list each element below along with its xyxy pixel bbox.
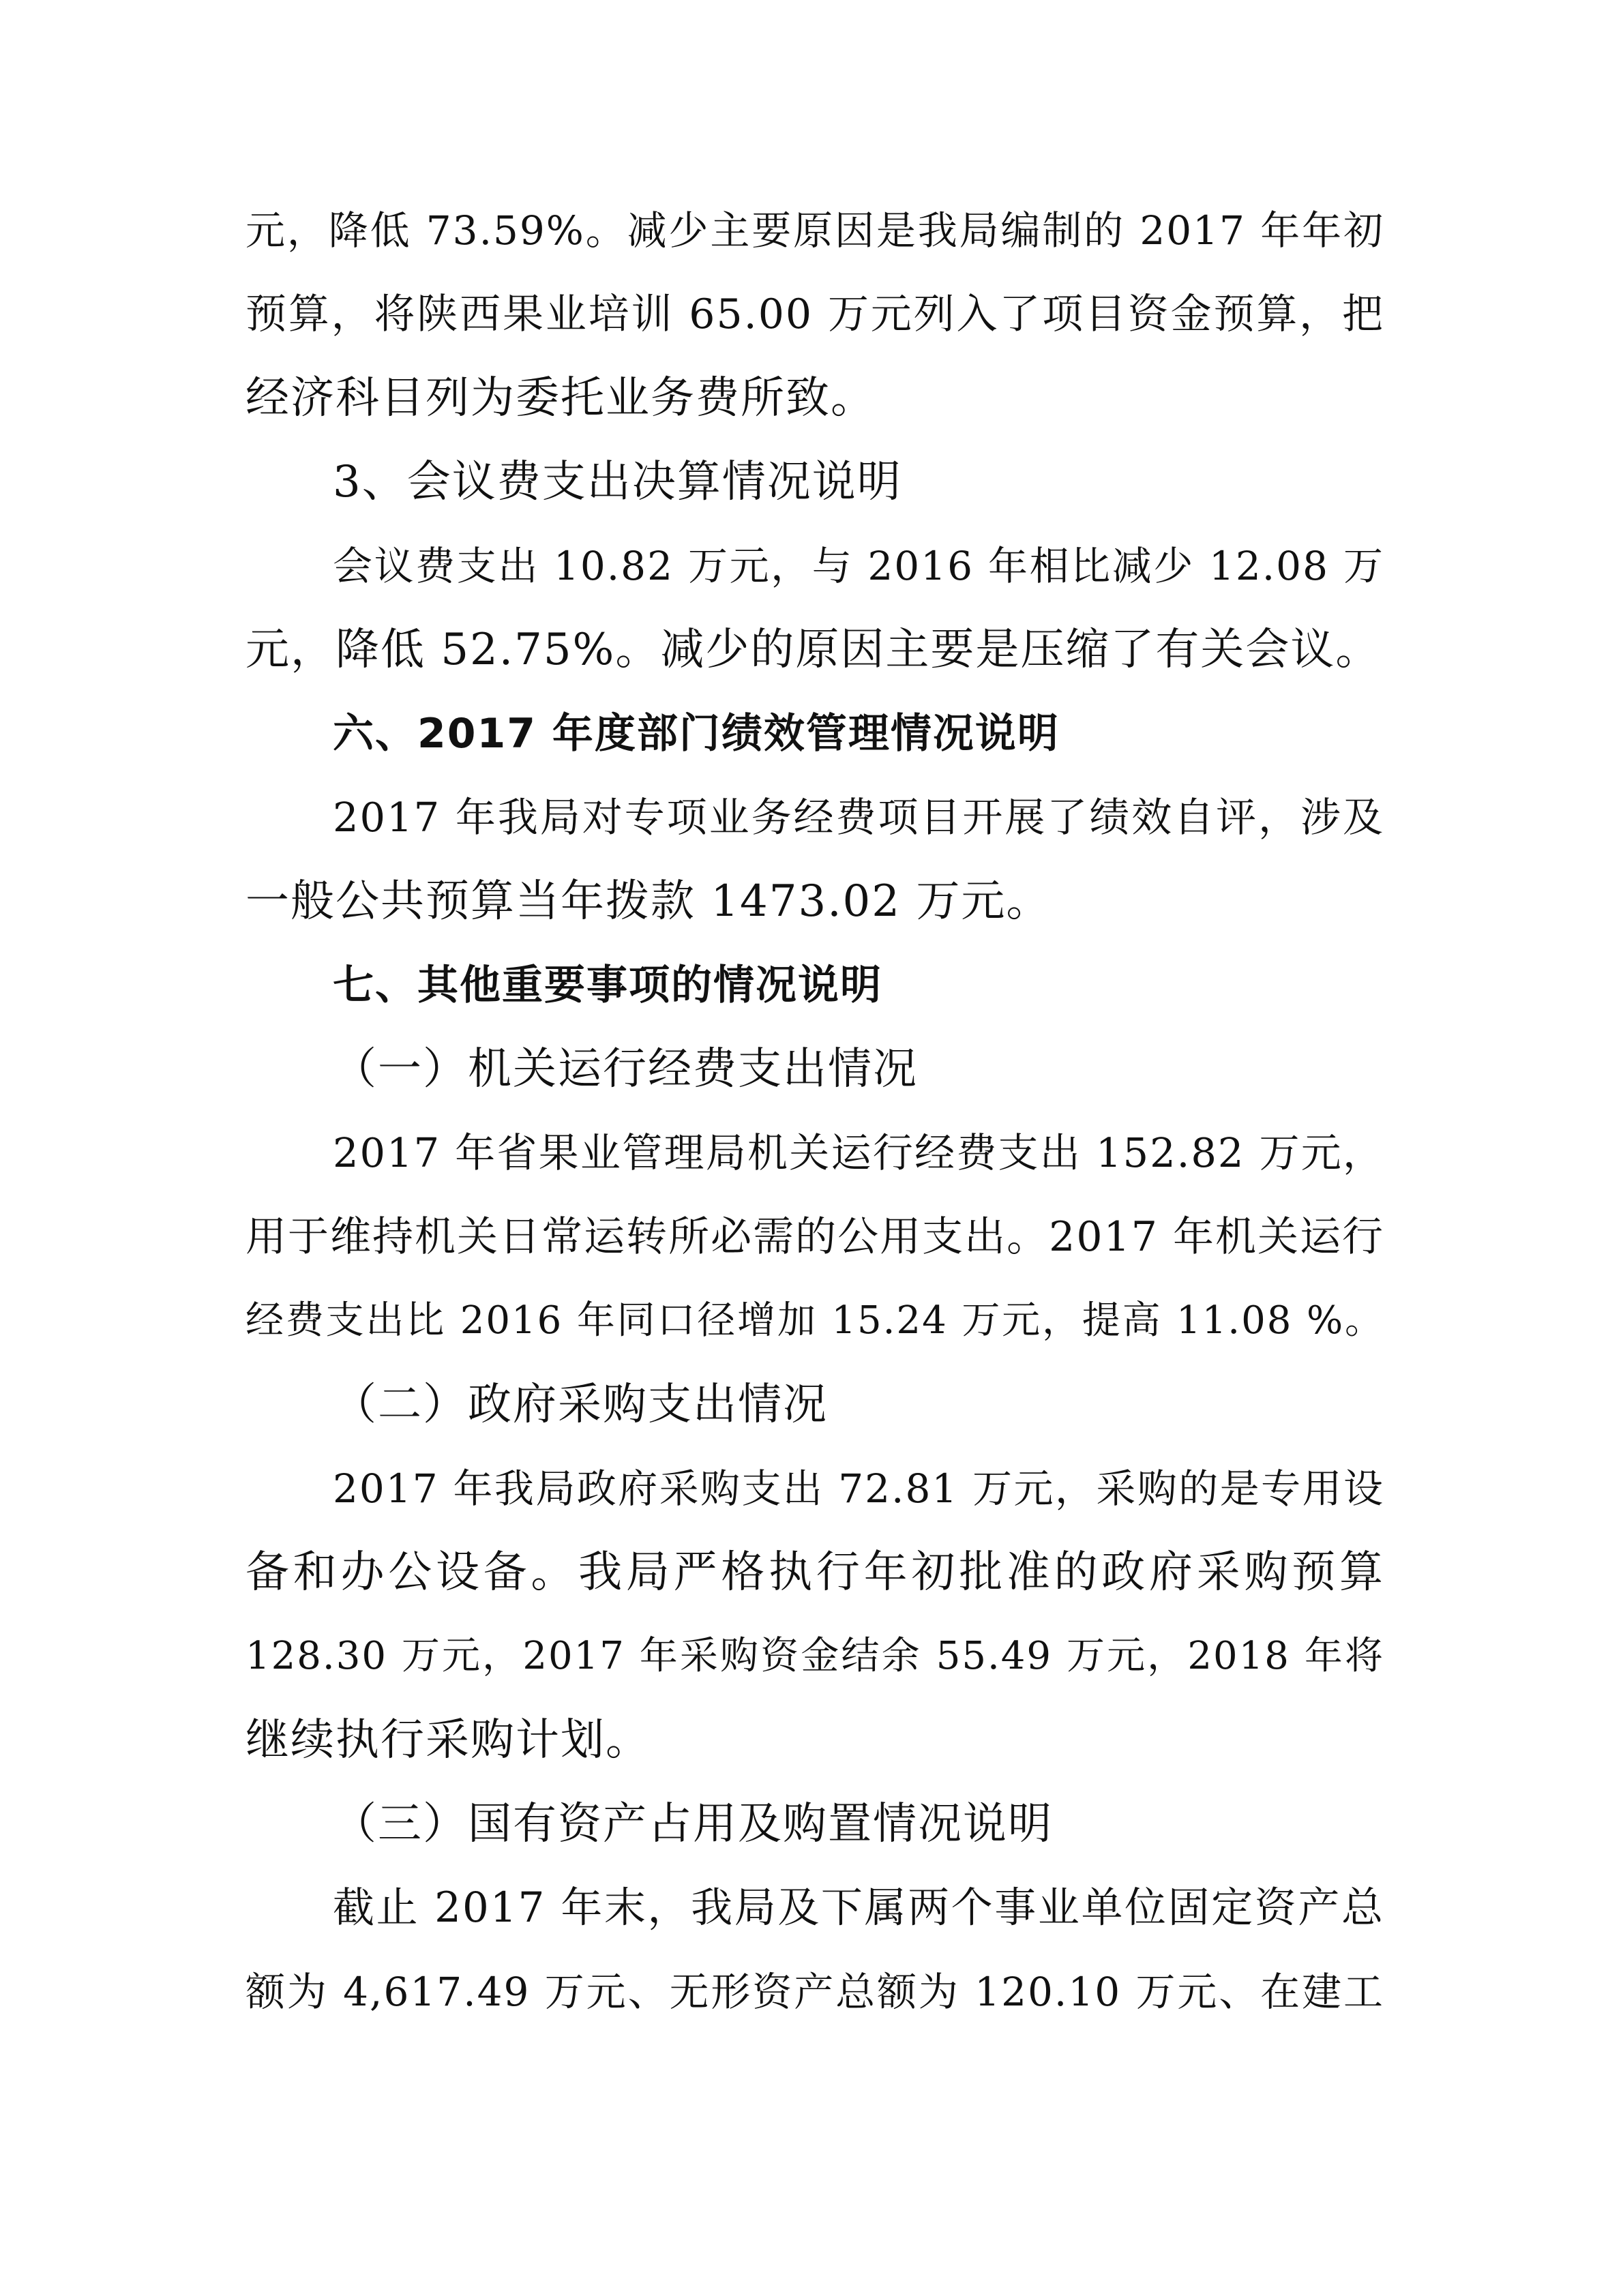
paragraph-line: 继续执行采购计划。 <box>245 1715 651 1765</box>
document-body <box>245 205 1384 2050</box>
section-heading: 六、2017 年度部门绩效管理情况说明 <box>333 710 1060 758</box>
paragraph-line: 元，降低 52.75%。减少的原因主要是压缩了有关会议。 <box>245 625 1381 675</box>
paragraph-line: 一般公共预算当年拨款 1473.02 万元。 <box>245 876 1052 927</box>
subsection-title: （三）国有资产占用及购置情况说明 <box>333 1799 1053 1849</box>
subsection-title: 3、会议费支出决算情况说明 <box>333 457 902 507</box>
paragraph-line: 2017 年我局对专项业务经费项目开展了绩效自评，涉及 <box>333 794 1384 841</box>
paragraph-line: 截止 2017 年末，我局及下属两个事业单位固定资产总 <box>333 1883 1384 1932</box>
section-heading: 七、其他重要事项的情况说明 <box>333 961 882 1009</box>
paragraph-line: 用于维持机关日常运转所必需的公用支出。2017 年机关运行 <box>245 1213 1384 1261</box>
paragraph-line: 额为 4,617.49 万元、无形资产总额为 120.10 万元、在建工 <box>245 1969 1384 2015</box>
paragraph-line: 备和办公设备。我局严格执行年初批准的政府采购预算 <box>245 1547 1384 1598</box>
subsection-title: （二）政府采购支出情况 <box>333 1380 828 1430</box>
paragraph-line: 预算，将陕西果业培训 65.00 万元列入了项目资金预算，把 <box>245 290 1384 338</box>
paragraph-line: 2017 年我局政府采购支出 72.81 万元，采购的是专用设 <box>333 1465 1384 1512</box>
paragraph-line: 128.30 万元，2017 年采购资金结余 55.49 万元，2018 年将 <box>245 1634 1384 1678</box>
paragraph-line: 会议费支出 10.82 万元，与 2016 年相比减少 12.08 万 <box>333 543 1384 589</box>
paragraph-line: 2017 年省果业管理局机关运行经费支出 152.82 万元， <box>333 1129 1384 1176</box>
paragraph-line: 元，降低 73.59%。减少主要原因是我局编制的 2017 年年初 <box>245 207 1384 254</box>
paragraph-line: 经济科目列为委托业务费所致。 <box>245 373 876 423</box>
subsection-title: （一）机关运行经费支出情况 <box>333 1044 918 1094</box>
paragraph-line: 经费支出比 2016 年同口径增加 15.24 万元，提高 11.08 %。 <box>245 1298 1384 1343</box>
